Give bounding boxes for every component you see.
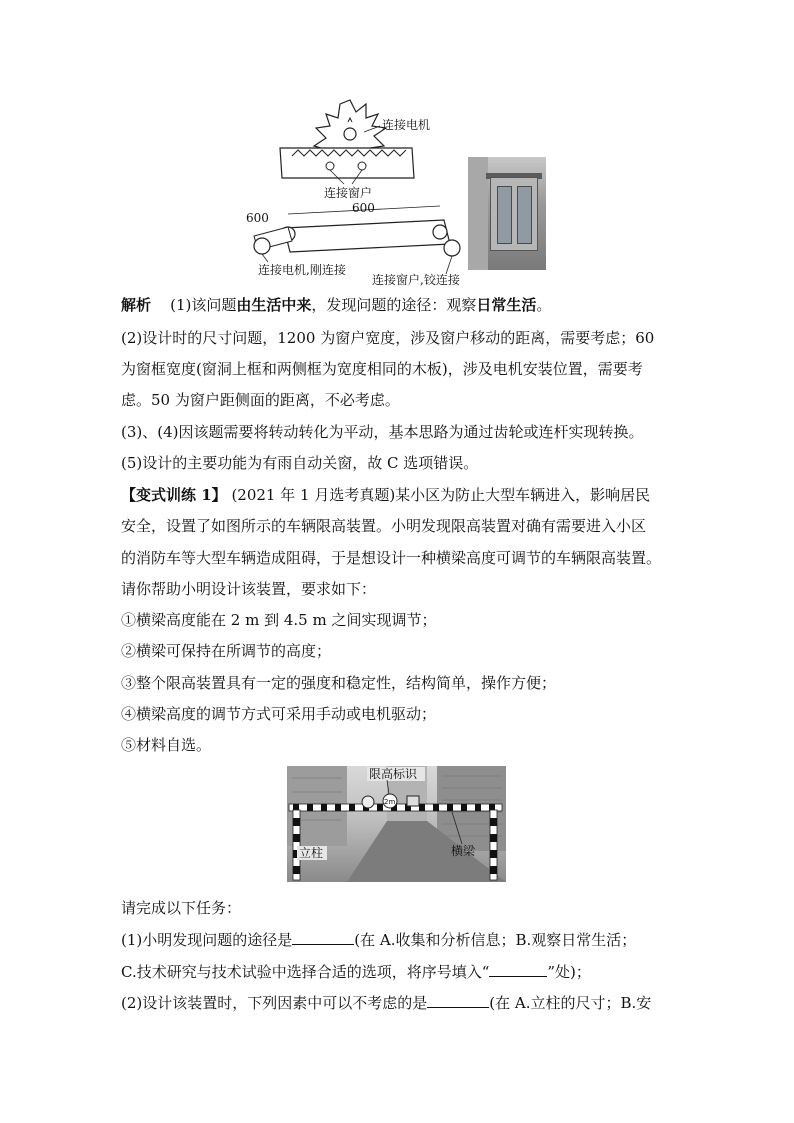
analysis-line-6: (5)设计的主要功能为有雨自动关窗，故 C 选项错误。 (121, 454, 479, 472)
exercise-line-2: 安全，设置了如图所示的车辆限高装置。小明发现限高装置对确有需要进入小区 (121, 517, 647, 535)
analysis-line-4: 虑。50 为窗户距侧面的距离，不必考虑。 (121, 391, 400, 409)
photo-window-frame (490, 177, 538, 251)
analysis-line-5: (3)、(4)因该题需要将转动转化为平动，基本思路为通过齿轮或连杆实现转换。 (121, 423, 644, 441)
analysis-line-1 (121, 296, 677, 315)
answer-blank-1[interactable] (292, 930, 354, 945)
exercise-line-1 (121, 486, 677, 505)
analysis-line-3: 为窗框宽度(窗洞上框和两侧框为宽度相同的木板)，涉及电机安装位置，需要考 (121, 360, 643, 378)
photo-pane-right (517, 186, 532, 244)
task-1-line-1 (121, 930, 677, 950)
task-text: (在 A.立柱的尺寸；B.安 (489, 994, 652, 1012)
exercise-text: (2021 年 1 月选考真题)某小区为防止大型车辆进入，影响居民 (231, 486, 651, 504)
barrier-photo (287, 766, 506, 882)
analysis-line-2: (2)设计时的尺寸问题，1200 为窗户宽度，涉及窗户移动的距离，需要考虑；60 (121, 329, 655, 347)
task-text: (在 A.收集和分析信息；B.观察日常生活； (354, 931, 637, 949)
photo-wall (468, 157, 488, 270)
label-motor-rigid: 连接电机,刚连接 (258, 263, 346, 277)
analysis-text: 。 (536, 296, 552, 314)
label-window-hinge: 连接窗户,铰连接 (372, 273, 460, 287)
tasks-intro: 请完成以下任务： (121, 899, 242, 917)
linkage-bar (254, 220, 460, 256)
task-text: (2)设计该装置时，下列因素中可以不考虑的是 (121, 994, 428, 1012)
sign-text: 2m (384, 798, 396, 806)
mechanism-diagram (232, 96, 492, 294)
post-right (490, 810, 497, 880)
requirement-4: ④横梁高度的调节方式可采用手动或电机驱动； (121, 705, 437, 723)
requirement-1: ①横梁高度能在 2 m 到 4.5 m 之间实现调节； (121, 611, 437, 629)
mechanism-svg (232, 96, 492, 294)
exercise-line-4: 请你帮助小明设计该装置，要求如下： (121, 580, 377, 598)
task-2-line-1 (121, 993, 677, 1013)
dim-600-side: 600 (246, 211, 269, 225)
task-1-line-2 (121, 962, 677, 982)
exercise-line-3: 的消防车等大型车辆造成阻碍，于是想设计一种横梁高度可调节的车辆限高装置。 (121, 549, 662, 567)
label-beam: 横梁 (451, 844, 476, 858)
analysis-text: ，发现问题的途径：观察 (311, 296, 477, 314)
barrier-svg (287, 766, 506, 882)
photo-pane-left (497, 186, 512, 244)
requirement-3: ③整个限高装置具有一定的强度和稳定性，结构简单，操作方便； (121, 674, 557, 692)
exercise-tag: 【变式训练 1】 (121, 486, 227, 504)
requirement-5: ⑤材料自选。 (121, 736, 212, 754)
requirement-2: ②横梁可保持在所调节的高度； (121, 642, 332, 660)
label-window: 连接窗户 (324, 186, 373, 200)
window-photo (468, 157, 546, 270)
label-sign: 限高标识 (369, 767, 418, 781)
label-motor: 连接电机 (382, 118, 431, 132)
task-text: (1)小明发现问题的途径是 (121, 931, 293, 949)
label-post: 立柱 (299, 846, 324, 860)
task-text: C.技术研究与技术试验中选择合适的选项，将序号填入“ (121, 963, 490, 981)
no-entry-sign-icon (362, 796, 374, 808)
dim-600-top: 600 (352, 201, 375, 215)
analysis-emphasis: 日常生活 (476, 296, 537, 314)
post-left (293, 810, 300, 880)
analysis-text: (1)该问题 (170, 296, 237, 314)
analysis-emphasis: 由生活中来 (236, 296, 312, 314)
answer-blank-2[interactable] (489, 962, 547, 977)
answer-blank-3[interactable] (427, 993, 489, 1008)
rack (280, 148, 414, 178)
warning-sign-icon (407, 796, 419, 806)
task-text: ”处)； (547, 963, 591, 981)
analysis-heading: 解析 (121, 296, 152, 314)
